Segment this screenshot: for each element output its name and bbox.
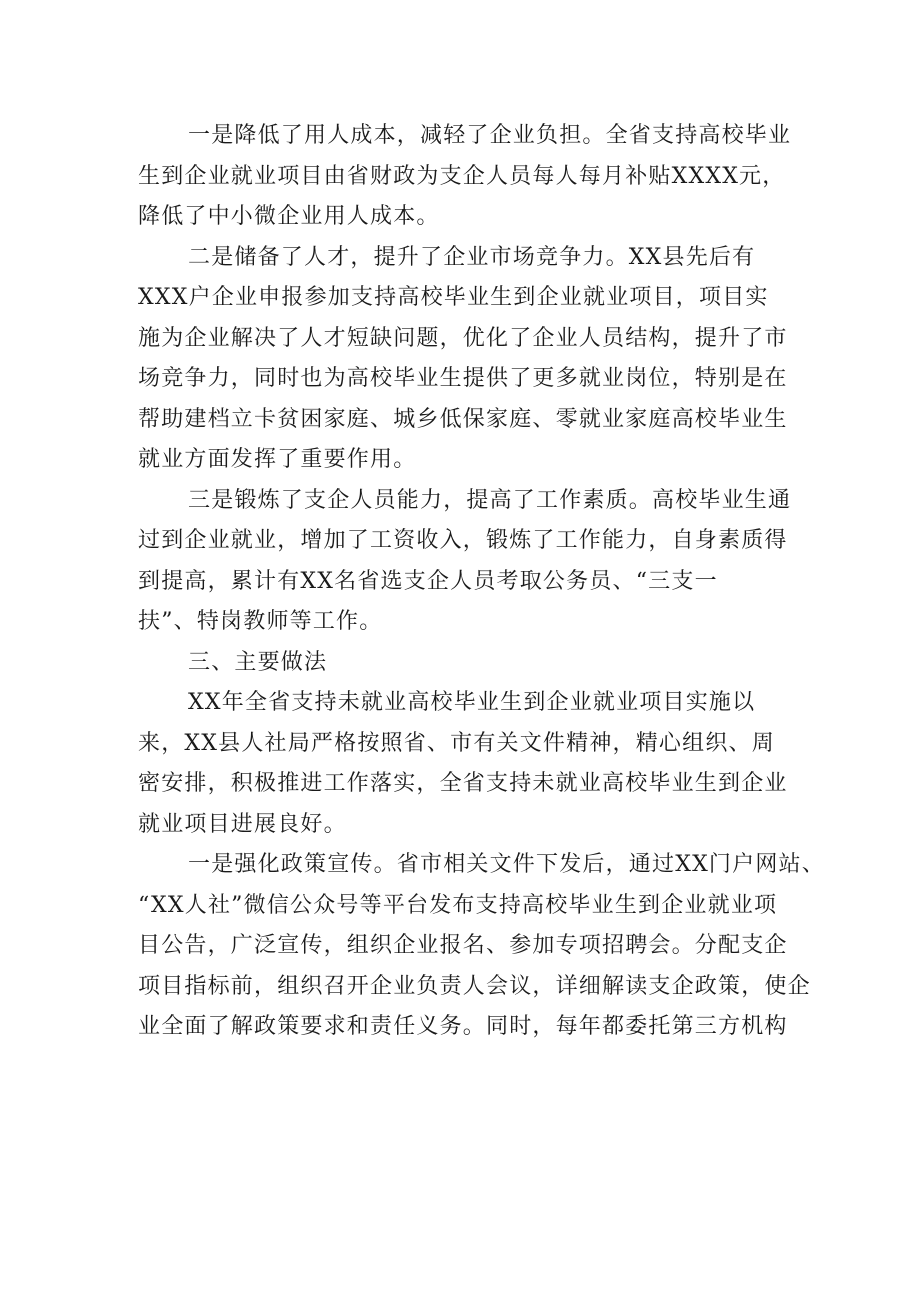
paragraph-line: 就业项目进展良好。 [138,811,347,837]
paragraph-line: 就业方面发挥了重要作用。 [138,447,417,472]
paragraph-line: 一是强化政策宣传。省市相关文件下发后，通过XX门户网站、 [188,852,825,877]
paragraph-line: 场竞争力，同时也为高校毕业生提供了更多就业岗位，特别是在 [138,366,788,391]
paragraph-line: 业全面了解政策要求和责任义务。同时，每年都委托第三方机构 [138,1014,788,1039]
section-heading: 三、主要做法 [188,649,328,675]
paragraph-line: 三是锻炼了支企人员能力，提高了工作素质。高校毕业生通 [188,487,792,513]
paragraph-line: 帮助建档立卡贫困家庭、城乡低保家庭、零就业家庭高校毕业生 [138,406,788,432]
paragraph-line: 降低了中小微企业用人成本。 [138,204,440,229]
paragraph-line: “XX人社”微信公众号等平台发布支持高校毕业生到企业就业项 [138,892,778,918]
paragraph-line: XX年全省支持未就业高校毕业生到企业就业项目实施以 [188,690,756,715]
paragraph-line: 生到企业就业项目由省财政为支企人员每人每月补贴XXXX元， [138,163,786,189]
paragraph-line: 施为企业解决了人才短缺问题，优化了企业人员结构，提升了市 [138,325,788,351]
paragraph-line: 过到企业就业，增加了工资收入，锻炼了工作能力，自身素质得 [138,528,788,553]
paragraph-line: 目公告，广泛宣传，组织企业报名、参加专项招聘会。分配支企 [138,933,788,958]
paragraph-line: 一是降低了用人成本，减轻了企业负担。全省支持高校毕业 [188,123,792,148]
paragraph-line: 扶”、特岗教师等工作。 [138,609,383,634]
paragraph-line: 来，XX县人社局严格按照省、市有关文件精神，精心组织、周 [138,730,775,756]
paragraph-line: XXX户企业申报参加支持高校毕业生到企业就业项目，项目实 [138,285,769,310]
paragraph-line: 项目指标前，组织召开企业负责人会议，详细解读支企政策，使企 [138,973,811,999]
paragraph-line: 密安排，积极推进工作落实，全省支持未就业高校毕业生到企业 [138,771,788,796]
document-body [138,116,825,1048]
paragraph-line: 到提高，累计有XX名省选支企人员考取公务员、“三支一 [138,568,718,594]
paragraph-line: 二是储备了人才，提升了企业市场竞争力。XX县先后有 [188,244,756,270]
